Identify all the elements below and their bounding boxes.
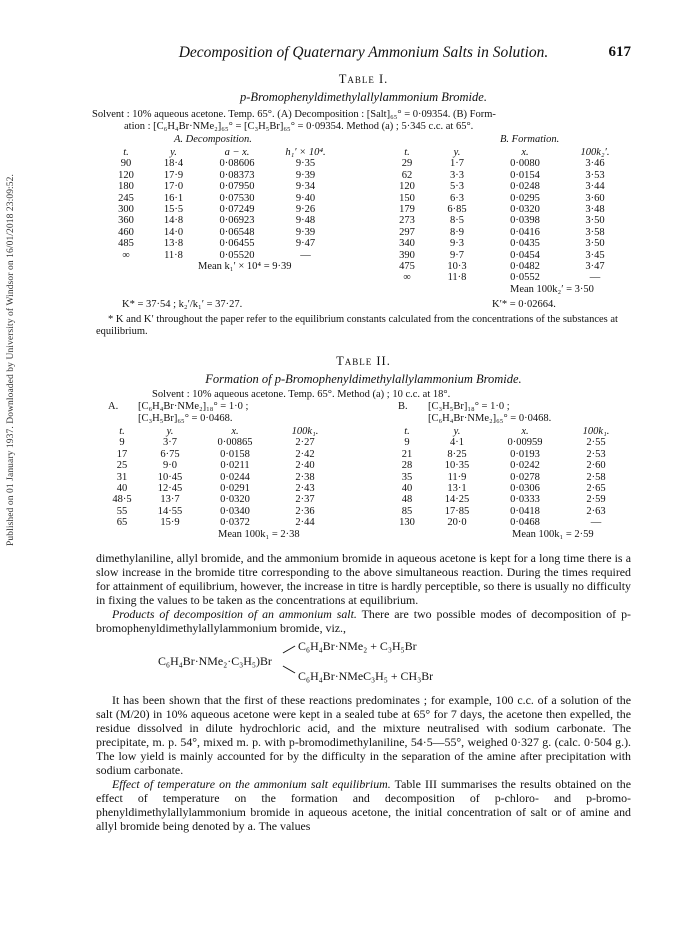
paragraph-3: It has been shown that the first of these reactions predominates ; for example, 100 c.c. of a solution of the salt (M/20) in 10% aqueous acetone were kept in a sealed tube at 65° for 7 days, the acetone then expelled, the residue dissolved in dilute hydrochloric acid, and the mixture neutralised with sodium carbonate. The precipitate, m. p. 54°, mixed m. p. with p-bromodimethylaniline, 54·5—55°, weighed 0·327 g. (calc. 0·504 g.). The low yield is mainly accounted for by the difficulty in the separation of the amine after precipitation with sodium carbonate. (96, 692, 631, 777)
table1-body (96, 147, 631, 296)
table-cell: 2·60 (586, 460, 606, 472)
table-row (386, 494, 628, 505)
table-cell: 9 (119, 437, 125, 449)
paragraph-2 (96, 607, 631, 635)
table-cell: 85 (401, 505, 413, 517)
arrow-down-icon (283, 665, 296, 673)
table1-k: K* = 37·54 ; k₂′/k₁′ = 37·27. (122, 298, 243, 310)
table-cell: 150 (399, 192, 415, 204)
table-cell: 9·26 (295, 204, 316, 216)
table-cell: 14·8 (163, 215, 184, 227)
paragraph-4-heading: Effect of temperature on the ammonium salt equilibrium. (112, 776, 391, 791)
table-cell: 9·47 (295, 238, 316, 250)
table-row (106, 193, 338, 204)
table-cell: 3·53 (585, 169, 605, 181)
table-cell: — (590, 517, 602, 529)
table-cell: 0·06548 (219, 226, 255, 238)
table2-b-cond2: [C₆H₄Br·NMe₂]₆₅° = 0·0468. (428, 412, 552, 424)
table-cell: 120 (399, 181, 415, 193)
table-cell: 297 (399, 226, 415, 238)
paragraph-1: dimethylaniline, allyl bromide, and the ammonium bromide in aqueous acetone is kept for a long time there is a slow increase in the bromide titre corresponding to the above simultaneous reaction. During the times required for attainment of equilibrium, however, the increase in titre is hardly perceptible, so there is usually no difficulty in fixing the values to be taken as the concentrations at equilibrium. (96, 550, 631, 607)
table-cell: 9·3 (450, 238, 464, 250)
table-cell: 460 (118, 226, 134, 238)
table-cell: 360 (118, 215, 134, 227)
table-cell: 9·39 (295, 169, 316, 181)
table-row (102, 494, 338, 505)
table2-solvent: Solvent : 10% aqueous acetone. Temp. 65°. Method (a) ; 10 c.c. at 18°. (152, 388, 451, 400)
column-header: 100k₁. (582, 425, 610, 437)
table-cell: 48·5 (112, 494, 132, 506)
table-cell: 9·35 (295, 158, 316, 170)
table-cell: 0·0158 (220, 448, 250, 460)
table1-subtitle: p-Bromophenyldimethylallylammonium Bromide. (240, 90, 487, 104)
table-cell: 2·44 (295, 517, 315, 529)
table-cell: 2·43 (295, 482, 315, 494)
table-row (386, 506, 628, 517)
table1-a (96, 147, 386, 296)
table-cell: 8·5 (450, 215, 464, 227)
table-cell: 0·00959 (507, 437, 543, 449)
column-header: h₁′ × 10⁴. (285, 147, 326, 158)
column-header: y. (453, 147, 461, 158)
table-cell: 130 (399, 517, 415, 529)
table-cell: 179 (399, 204, 415, 216)
table-cell: 0·0320 (220, 494, 250, 506)
table1-a-title: A. Decomposition. (174, 134, 252, 145)
table-row (386, 204, 626, 215)
table-cell: 48 (401, 494, 413, 506)
table-row (106, 215, 338, 226)
table-cell: 2·37 (295, 494, 315, 506)
table-row (106, 227, 338, 238)
table-cell: 2·55 (586, 437, 606, 449)
table-row (106, 238, 338, 249)
table-row (386, 449, 628, 460)
table1-b-header-row (386, 147, 626, 158)
table-cell: 4·1 (450, 437, 464, 449)
table-cell: — (589, 272, 601, 284)
table-cell: 29 (401, 158, 413, 170)
table-cell: 0·08373 (219, 169, 255, 181)
table-cell: 12·45 (157, 482, 183, 494)
table2-a-cond1: [C₆H₄Br·NMe₂]₁₈° = 1·0 ; (138, 400, 249, 412)
column-header: t. (123, 147, 129, 158)
table-cell: 2·65 (586, 482, 606, 494)
table-cell: 2·58 (586, 471, 606, 483)
table2-a-label: A. (108, 400, 119, 412)
table-cell: 475 (399, 261, 415, 273)
table-cell: 2·27 (295, 437, 315, 449)
table-row (102, 460, 338, 471)
table-cell: 14·55 (157, 505, 183, 517)
table1-conditions (92, 109, 631, 133)
table-cell: ∞ (122, 249, 130, 261)
paragraph-4 (96, 777, 631, 833)
table-row (386, 460, 628, 471)
table1-footnote: * K and K′ throughout the paper refer to the equilibrium constants calculated from the concentrations of the substances at equilibrium. (96, 313, 618, 337)
table-cell: 2·63 (586, 505, 606, 517)
body-text (96, 551, 631, 833)
table-cell: 14·0 (163, 226, 184, 238)
table1-b-mean: Mean 100k₂′ = 3·50 (510, 283, 594, 295)
table-cell: 11·8 (164, 249, 183, 261)
table-row (102, 437, 338, 448)
table1-part-titles (96, 134, 631, 146)
table-row (106, 204, 338, 215)
table-cell: 3·7 (163, 437, 177, 449)
table-cell: 0·0418 (510, 505, 540, 517)
table-cell: 0·0552 (510, 272, 540, 284)
table-cell: 14·25 (444, 494, 470, 506)
table-cell: 3·45 (585, 249, 605, 261)
column-header: x. (521, 147, 529, 158)
download-notice: Published on 01 January 1937. Downloaded by University of Windsor on 16/01/2018 23:09:52. (6, 174, 16, 546)
table-row (386, 250, 626, 261)
table-cell: 17·85 (444, 505, 470, 517)
table-cell: 2·42 (295, 448, 315, 460)
equation-product-2: C₆H₄Br·NMeC₃H₅ + CH₃Br (298, 668, 434, 683)
column-header: t. (404, 425, 410, 437)
table-cell: 18·4 (163, 158, 184, 170)
table2-a-table (102, 426, 338, 529)
table-cell: 13·7 (160, 494, 180, 506)
table1-a-header-row (106, 147, 338, 158)
paragraph-2-text: There are two possible modes of decomposition of p-bromophenyldimethylallylammonium bromide, viz., (96, 606, 631, 635)
table-cell: 6·3 (450, 192, 464, 204)
table-cell: 3·48 (585, 204, 605, 216)
table-cell: 9·34 (295, 181, 316, 193)
table1-b (386, 147, 631, 296)
table2-b-cond1: [C₃H₅Br]₁₈° = 1·0 ; (428, 400, 510, 412)
table-row (386, 517, 628, 528)
table-cell: 17 (116, 448, 128, 460)
running-header (96, 44, 631, 66)
table2-a-cond2: [C₃H₅Br]₆₅° = 0·0468. (138, 412, 233, 424)
table-cell: 10·45 (157, 471, 183, 483)
table-cell: 55 (116, 505, 128, 517)
table1-a-mean: Mean k₁′ × 10⁴ = 9·39 (198, 261, 292, 273)
table-cell: 0·0435 (510, 238, 540, 250)
table2-body (96, 426, 631, 541)
table-cell: 3·50 (585, 238, 605, 250)
table-cell: 40 (116, 482, 128, 494)
table-cell: 5·3 (450, 181, 464, 193)
table-cell: 9·0 (163, 460, 177, 472)
table-cell: 9·48 (295, 215, 316, 227)
table-cell: 340 (399, 238, 415, 250)
table2-b-header-row (386, 426, 628, 437)
table-cell: 15·5 (163, 204, 184, 216)
table-cell: 2·36 (295, 505, 315, 517)
table1-b-title: B. Formation. (500, 134, 560, 145)
column-header: y. (453, 425, 461, 437)
table-row (106, 250, 338, 261)
table2-a-conditions (96, 401, 398, 425)
table-row (102, 449, 338, 460)
table-cell: 2·59 (586, 494, 606, 506)
table-cell: 3·60 (585, 192, 605, 204)
table-row (386, 437, 628, 448)
paragraph-4-text: Table III summarises the results obtained on the effect of temperature on the formation and decomposition of p-chloro- and p-bromo-phenyldimethylallylammonium bromide in aqueous acetone, the initial concentration of salt or of amine and allyl bromide being denoted by a. The values (96, 776, 631, 833)
table2-conditions (96, 401, 631, 425)
table-row (386, 227, 626, 238)
table-cell: 0·0398 (510, 215, 540, 227)
table-cell: 2·53 (586, 448, 606, 460)
table-cell: 3·58 (585, 226, 605, 238)
table-cell: ∞ (403, 272, 411, 284)
table-cell: 3·44 (585, 181, 605, 193)
table-cell: 2·40 (295, 460, 315, 472)
table-cell: 6·75 (160, 448, 180, 460)
table-cell: 0·0278 (510, 471, 540, 483)
table-row (106, 158, 338, 169)
table-cell: 0·08606 (219, 158, 255, 170)
table-cell: 28 (401, 460, 413, 472)
table-cell: 485 (118, 238, 134, 250)
table-cell: 11·9 (447, 471, 467, 483)
table1-conditions-line2: ation : [C₆H₄Br·NMe₂]₆₅° = [C₃H₅Br]₆₅° = 0·09354. Method (a) ; 5·345 c.c. at 65°. (124, 121, 474, 132)
download-notice-sidebar (2, 150, 20, 570)
table-row (386, 170, 626, 181)
table-cell: 0·0416 (510, 226, 540, 238)
column-header: 100k₁. (291, 425, 319, 437)
table-row (386, 483, 628, 494)
table-cell: 0·0333 (510, 494, 540, 506)
table-cell: 0·0211 (220, 460, 250, 472)
decomposition-equation (96, 639, 631, 689)
equation-reactant: C₆H₄Br·NMe₂·C₃H₅)Br (158, 653, 272, 668)
table-cell: 0·06455 (219, 238, 255, 250)
table-cell: 0·0080 (510, 158, 540, 170)
table2-b-mean: Mean 100k₁ = 2·59 (512, 528, 594, 540)
table-cell: 0·0295 (510, 192, 540, 204)
table-cell: 62 (401, 169, 413, 181)
table-cell: 9·7 (450, 249, 464, 261)
table-cell: 0·0244 (220, 471, 250, 483)
table-cell: 9 (404, 437, 410, 449)
table2-caption: Table II. (336, 353, 391, 368)
column-header: a − x. (224, 147, 250, 158)
table2-b-cond-block (428, 401, 551, 425)
table-cell: 8·9 (450, 226, 464, 238)
table-cell: 31 (116, 471, 128, 483)
table-row (386, 215, 626, 226)
table-row (102, 506, 338, 517)
table2-b-table (386, 426, 628, 529)
table-cell: 13·1 (447, 482, 467, 494)
table-cell: 40 (401, 482, 413, 494)
table1-kprime: K′* = 0·02664. (492, 298, 556, 310)
table-cell: 25 (116, 460, 128, 472)
column-header: x. (521, 425, 529, 437)
table-cell: 0·0320 (510, 204, 540, 216)
table-cell: 300 (118, 204, 134, 216)
table-cell: 20·0 (447, 517, 467, 529)
table-cell: 0·0242 (510, 460, 540, 472)
table1-caption: Table I. (338, 72, 389, 86)
table-cell: 3·50 (585, 215, 605, 227)
table2-a-mean: Mean 100k₁ = 2·38 (218, 528, 300, 540)
table1-constants (96, 299, 631, 311)
table-cell: 0·07950 (219, 181, 255, 193)
table-cell: 0·07530 (219, 192, 255, 204)
table-row (386, 261, 626, 272)
column-header: x. (231, 425, 239, 437)
page-number: 617 (608, 44, 631, 60)
table-cell: 0·0193 (510, 448, 540, 460)
table-row (102, 517, 338, 528)
table2-b-label: B. (398, 400, 408, 412)
table-cell: 0·0306 (510, 482, 540, 494)
table-row (386, 472, 628, 483)
arrow-up-icon (283, 645, 296, 653)
table-row (102, 483, 338, 494)
table-cell: 9·39 (295, 226, 316, 238)
table-cell: 0·00865 (217, 437, 253, 449)
table2-a-cond-block (138, 401, 248, 425)
table2-subtitle: Formation of p-Bromophenyldimethylallylammonium Bromide. (205, 371, 522, 386)
table-row (386, 181, 626, 192)
table-cell: 10·35 (444, 460, 470, 472)
table-cell: 1·7 (450, 158, 464, 170)
table-cell: 0·0248 (510, 181, 540, 193)
table-cell: 11·8 (447, 272, 467, 284)
table2-a-header-row (102, 426, 338, 437)
table-cell: 0·0482 (510, 261, 540, 273)
table-cell: 90 (120, 158, 132, 170)
table-cell: 17·9 (163, 169, 184, 181)
page (92, 44, 631, 833)
table-cell: 3·3 (450, 169, 464, 181)
table2-b-conditions (398, 401, 551, 425)
table-row (386, 158, 626, 169)
table-cell: 0·05520 (219, 249, 255, 261)
table-cell: 180 (118, 181, 134, 193)
table1-a-table (106, 147, 338, 261)
table-cell: 10·3 (447, 261, 467, 273)
table2-b (386, 426, 631, 541)
table-cell: 9·40 (295, 192, 316, 204)
table-cell: 0·07249 (219, 204, 255, 216)
table-cell: 2·38 (295, 471, 315, 483)
equation-product-1: C₆H₄Br·NMe₂ + C₃H₅Br (298, 638, 417, 653)
table-cell: 21 (401, 448, 413, 460)
table-cell: 13·8 (163, 238, 184, 250)
table-cell: 120 (118, 169, 134, 181)
column-header: t. (119, 425, 125, 437)
table2-a (96, 426, 386, 541)
table-row (386, 193, 626, 204)
table-cell: 35 (401, 471, 413, 483)
column-header: t. (404, 147, 410, 158)
table-row (106, 170, 338, 181)
table-cell: 3·46 (585, 158, 605, 170)
table-cell: 17·0 (163, 181, 184, 193)
table-cell: 6·85 (447, 204, 467, 216)
table-cell: 65 (116, 517, 128, 529)
table-cell: 0·0154 (510, 169, 540, 181)
table-cell: — (300, 249, 311, 261)
column-header: y. (170, 147, 177, 158)
table-row (386, 272, 626, 283)
table1-conditions-line1: Solvent : 10% aqueous acetone. Temp. 65°. (A) Decomposition : [Salt]₆₅° = 0·09354. (B) Form- (92, 109, 496, 120)
column-header: 100k₂′. (580, 147, 610, 158)
table-cell: 3·47 (585, 261, 605, 273)
table-cell: 390 (399, 249, 415, 261)
running-title: Decomposition of Quaternary Ammonium Salts in Solution. (178, 44, 549, 61)
table1-b-table (386, 147, 626, 284)
table-cell: 16·1 (163, 192, 184, 204)
table-row (386, 238, 626, 249)
table-cell: 0·0291 (220, 482, 250, 494)
table-cell: 0·06923 (219, 215, 255, 227)
table-cell: 0·0372 (220, 517, 250, 529)
column-header: y. (166, 425, 174, 437)
table-cell: 0·0340 (220, 505, 250, 517)
table-cell: 15·9 (160, 517, 180, 529)
table-row (106, 181, 338, 192)
table-cell: 273 (399, 215, 415, 227)
table-cell: 0·0454 (510, 249, 540, 261)
table-cell: 8·25 (447, 448, 467, 460)
table-row (102, 472, 338, 483)
paragraph-2-heading: Products of decomposition of an ammonium salt. (112, 606, 357, 621)
table-cell: 245 (118, 192, 134, 204)
table-cell: 0·0468 (510, 517, 540, 529)
